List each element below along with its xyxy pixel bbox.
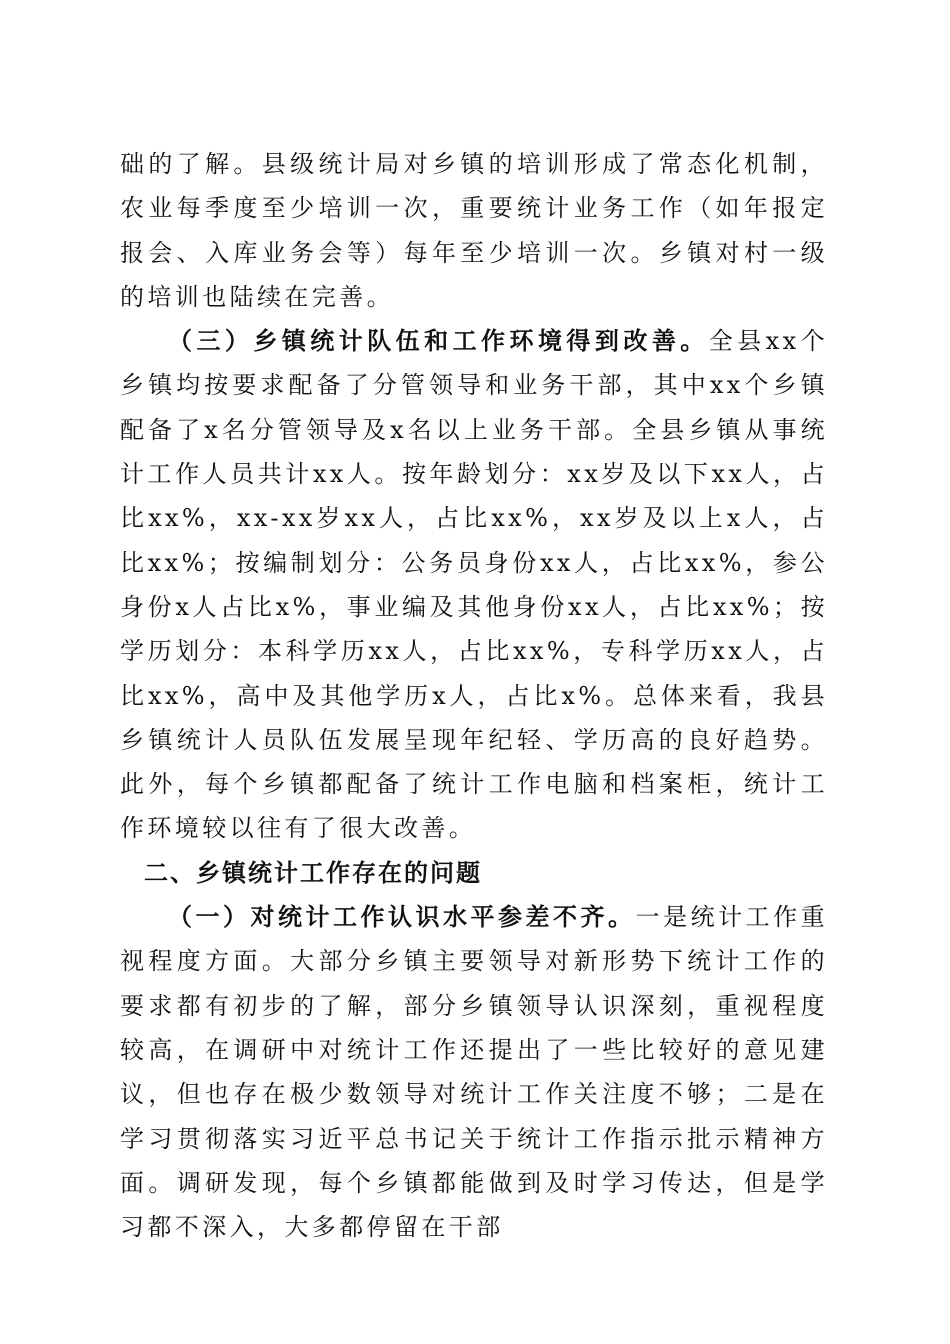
- document-body: [120, 142, 828, 1249]
- section-2-1-body: 一是统计工作重视程度方面。大部分乡镇主要领导对新形势下统计工作的要求都有初步的了解，部分乡镇领导认识深刻，重视程度较高，在调研中对统计工作还提出了一些比较好的意见建议，但也存在极少数领导对统计工作关注度不够；二是在学习贯彻落实习近平总书记关于统计工作指示批示精神方面。调研发现，每个乡镇都能做到及时学习传达，但是学习都不深入，大多都停留在干部: [120, 903, 828, 1242]
- heading-section-2: 二、乡镇统计工作存在的问题: [144, 858, 482, 887]
- paragraph-section-3: [120, 319, 828, 851]
- section-3-lead: （三）乡镇统计队伍和工作环境得到改善。: [168, 326, 709, 356]
- paragraph-continuation: 础的了解。县级统计局对乡镇的培训形成了常态化机制，农业每季度至少培训一次，重要统计业务工作（如年报定报会、入库业务会等）每年至少培训一次。乡镇对村一级的培训也陆续在完善。: [120, 150, 828, 311]
- section-2-1-lead: （一）对统计工作认识水平参差不齐。: [168, 902, 636, 932]
- section-3-body: 全县xx个乡镇均按要求配备了分管领导和业务干部，其中xx个乡镇配备了x名分管领导及x名以上业务干部。全县乡镇从事统计工作人员共计xx人。按年龄划分：xx岁及以下xx人，占比xx%，xx-xx岁xx人，占比xx%，xx岁及以上x人，占比xx%；按编制划分：公务员身份xx人，占比xx%，参公身份x人占比x%，事业编及其他身份xx人，占比xx%；按学历划分：本科学历xx人，占比xx%，专科学历xx人，占比xx%，高中及其他学历x人，占比x%。总体来看，我县乡镇统计人员队伍发展呈现年纪轻、学历高的良好趋势。此外，每个乡镇都配备了统计工作电脑和档案柜，统计工作环境较以往有了很大改善。: [120, 327, 828, 843]
- paragraph-section-2-1: [120, 895, 828, 1249]
